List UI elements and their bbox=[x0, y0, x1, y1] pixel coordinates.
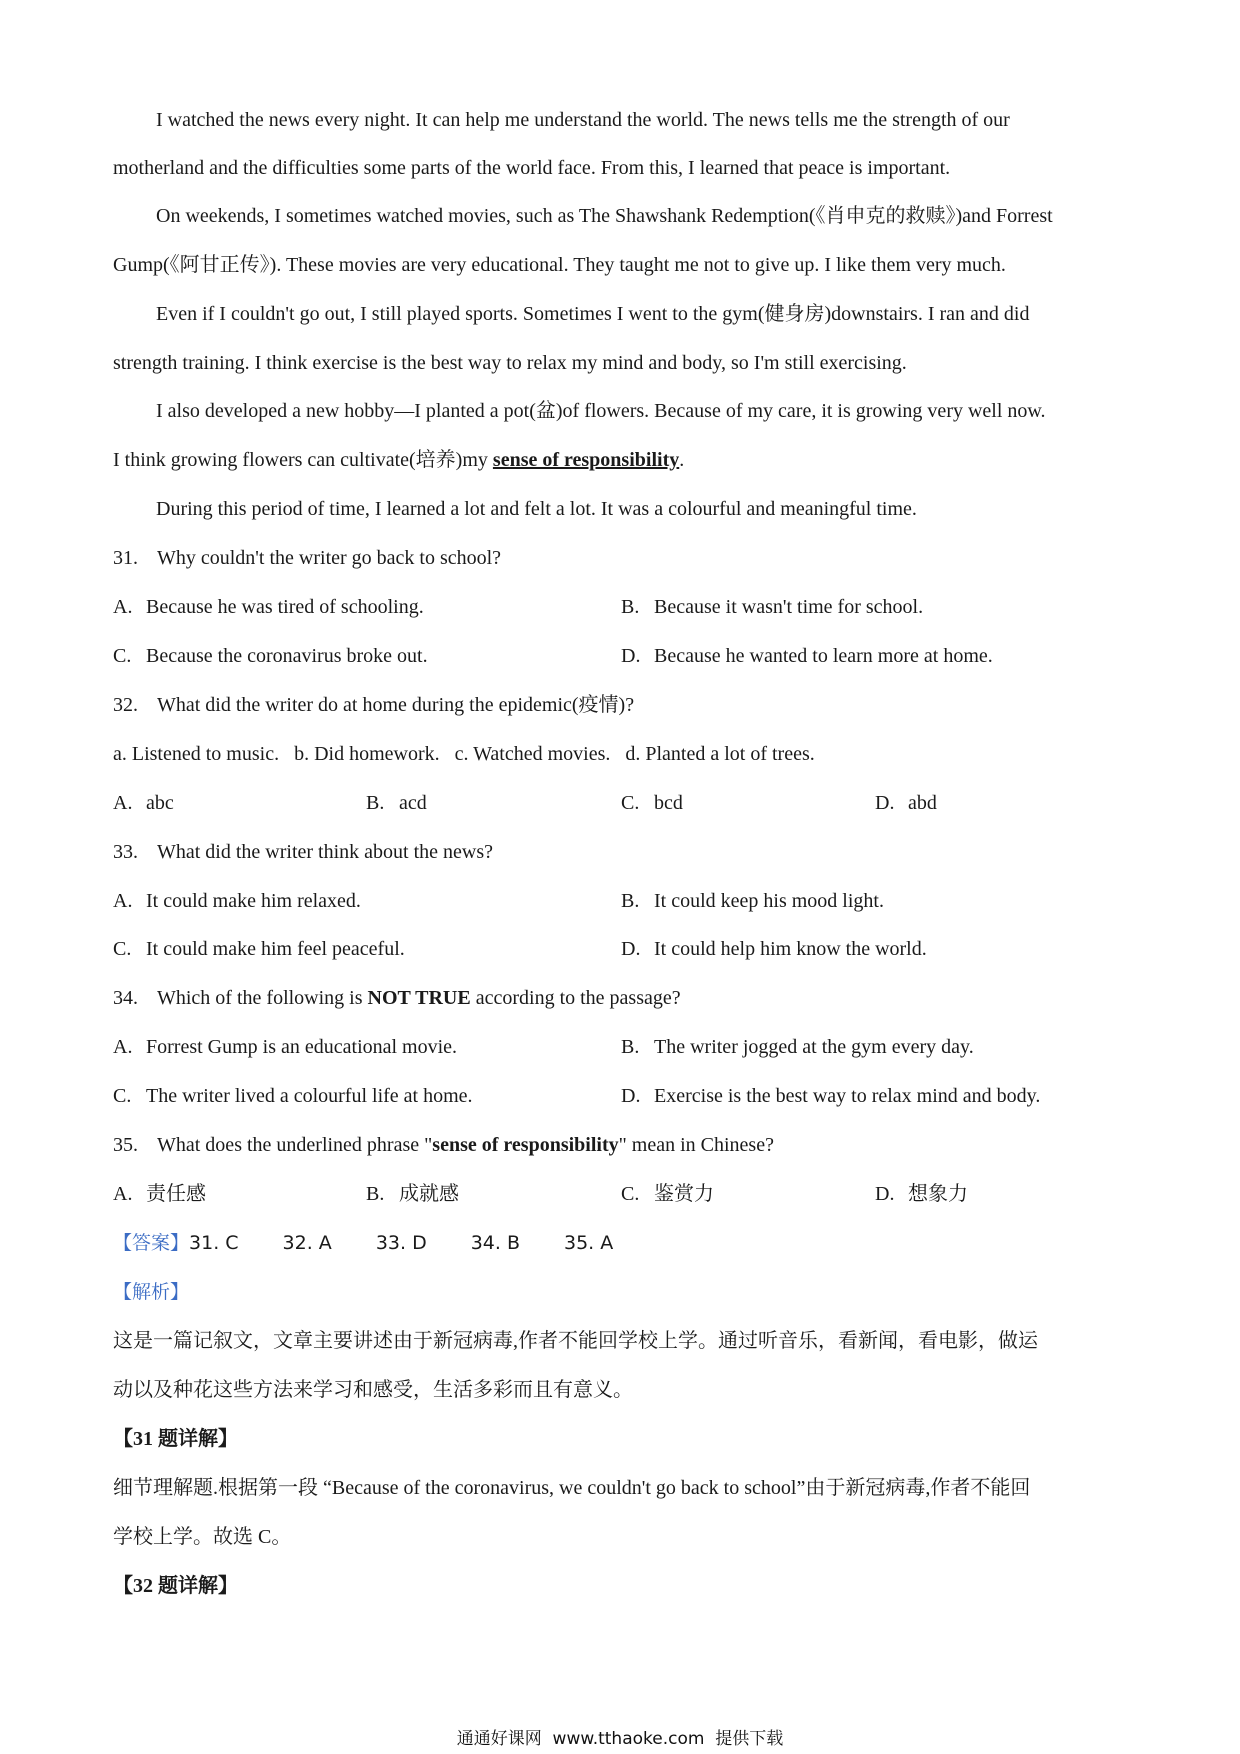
option-a[interactable] bbox=[113, 888, 361, 914]
option-b[interactable] bbox=[621, 594, 923, 620]
answer-item: 32. A bbox=[282, 1232, 332, 1254]
question-number: 32. bbox=[113, 694, 138, 716]
option-a[interactable] bbox=[113, 594, 424, 620]
passage-line: On weekends, I sometimes watched movies, such as The Shawshank Redemption(《肖申克的救赎》)and Forrest bbox=[156, 205, 1053, 227]
option-text: It could help him know the world. bbox=[654, 938, 927, 960]
option-a[interactable] bbox=[113, 1181, 206, 1207]
option-letter: C. bbox=[113, 938, 132, 960]
analysis-line: 这是一篇记叙文，文章主要讲述由于新冠病毒,作者不能回学校上学。通过听音乐，看新闻，看电影，做运 bbox=[113, 1330, 1038, 1352]
passage-line bbox=[113, 447, 684, 473]
option-text: 想象力 bbox=[908, 1183, 968, 1205]
option-text: It could make him relaxed. bbox=[146, 890, 361, 912]
option-letter: A. bbox=[113, 792, 133, 814]
option-c[interactable] bbox=[113, 643, 428, 669]
passage-text: . bbox=[679, 449, 685, 471]
answer-item: 31. C bbox=[189, 1232, 239, 1254]
question-text: " mean in Chinese? bbox=[618, 1134, 774, 1156]
option-letter: B. bbox=[621, 1036, 640, 1058]
option-a[interactable] bbox=[113, 1034, 457, 1060]
q31-detail-label: 【31 题详解】 bbox=[113, 1428, 238, 1450]
option-text: 成就感 bbox=[399, 1183, 459, 1205]
footer-watermark: 通通好课网 www.tthaoke.com 提供下载 bbox=[456, 1729, 784, 1749]
passage-line: I also developed a new hobby—I planted a pot(盆)of flowers. Because of my care, it is growing very well now. bbox=[156, 400, 1046, 422]
option-letter: A. bbox=[113, 596, 133, 618]
option-letter: C. bbox=[621, 792, 640, 814]
option-d[interactable] bbox=[621, 1083, 1040, 1109]
option-b[interactable] bbox=[366, 1181, 459, 1207]
option-c[interactable] bbox=[113, 1083, 473, 1109]
option-text: The writer jogged at the gym every day. bbox=[654, 1036, 974, 1058]
question-text: What did the writer do at home during the epidemic(疫情)? bbox=[157, 694, 635, 716]
option-b[interactable] bbox=[366, 790, 427, 816]
passage-line: I watched the news every night. It can help me understand the world. The news tells me the strength of our bbox=[156, 109, 1010, 131]
option-text: bcd bbox=[654, 792, 683, 814]
option-c[interactable] bbox=[621, 1181, 714, 1207]
option-text: Because the coronavirus broke out. bbox=[146, 645, 428, 667]
option-d[interactable] bbox=[875, 1181, 968, 1207]
question-35 bbox=[113, 1132, 774, 1158]
option-d[interactable] bbox=[621, 936, 927, 962]
question-text: according to the passage? bbox=[470, 987, 681, 1009]
question-33 bbox=[113, 839, 493, 865]
option-letter: A. bbox=[113, 1036, 133, 1058]
option-text: Exercise is the best way to relax mind and body. bbox=[654, 1085, 1041, 1107]
option-text: Because it wasn't time for school. bbox=[654, 596, 924, 618]
option-text: The writer lived a colourful life at home. bbox=[146, 1085, 473, 1107]
option-d[interactable] bbox=[621, 643, 993, 669]
option-letter: D. bbox=[621, 938, 641, 960]
option-letter: A. bbox=[113, 1183, 133, 1205]
analysis-line: 学校上学。故选 C。 bbox=[113, 1526, 292, 1548]
option-text: 鉴赏力 bbox=[654, 1183, 714, 1205]
option-letter: A. bbox=[113, 890, 133, 912]
option-d[interactable] bbox=[875, 790, 937, 816]
option-letter: C. bbox=[113, 1085, 132, 1107]
passage-line: Even if I couldn't go out, I still played sports. Sometimes I went to the gym(健身房)downstairs. I ran and did bbox=[156, 303, 1030, 325]
option-letter: B. bbox=[621, 890, 640, 912]
option-text: It could make him feel peaceful. bbox=[146, 938, 405, 960]
option-a[interactable] bbox=[113, 790, 174, 816]
answer-item: 34. B bbox=[470, 1232, 520, 1254]
question-31 bbox=[113, 545, 501, 571]
passage-line: During this period of time, I learned a lot and felt a lot. It was a colourful and meaningful time. bbox=[156, 498, 917, 520]
question-number: 31. bbox=[113, 547, 138, 569]
option-c[interactable] bbox=[113, 936, 405, 962]
option-letter: B. bbox=[366, 1183, 385, 1205]
question-emphasis: sense of responsibility bbox=[432, 1134, 619, 1156]
option-letter: D. bbox=[875, 792, 895, 814]
option-letter: B. bbox=[366, 792, 385, 814]
option-letter: C. bbox=[113, 645, 132, 667]
answer-item: 35. A bbox=[564, 1232, 614, 1254]
option-text: 责任感 bbox=[146, 1183, 206, 1205]
option-text: Because he was tired of schooling. bbox=[146, 596, 424, 618]
option-text: abd bbox=[908, 792, 937, 814]
answer-line bbox=[113, 1230, 657, 1256]
question-text: What does the underlined phrase " bbox=[157, 1134, 433, 1156]
question-32 bbox=[113, 692, 634, 718]
passage-text: I think growing flowers can cultivate(培养)my bbox=[113, 449, 493, 471]
question-text: What did the writer think about the news? bbox=[157, 841, 494, 863]
option-letter: D. bbox=[875, 1183, 895, 1205]
option-text: acd bbox=[399, 792, 427, 814]
option-b[interactable] bbox=[621, 1034, 974, 1060]
question-number: 33. bbox=[113, 841, 138, 863]
option-c[interactable] bbox=[621, 790, 683, 816]
question-number: 35. bbox=[113, 1134, 138, 1156]
option-letter: B. bbox=[621, 596, 640, 618]
option-text: Because he wanted to learn more at home. bbox=[654, 645, 993, 667]
passage-line: motherland and the difficulties some parts of the world face. From this, I learned that peace is important. bbox=[113, 157, 951, 179]
question-text: Why couldn't the writer go back to school? bbox=[157, 547, 502, 569]
question-text: Which of the following is bbox=[157, 987, 368, 1009]
q32-detail-label: 【32 题详解】 bbox=[113, 1575, 238, 1597]
option-letter: D. bbox=[621, 645, 641, 667]
analysis-line: 动以及种花这些方法来学习和感受，生活多彩而且有意义。 bbox=[113, 1379, 633, 1401]
option-text: abc bbox=[146, 792, 174, 814]
option-letter: D. bbox=[621, 1085, 641, 1107]
passage-line: Gump(《阿甘正传》). These movies are very educational. They taught me not to give up. I like them very much. bbox=[113, 254, 1006, 276]
analysis-line: 细节理解题.根据第一段 “Because of the coronavirus, we couldn't go back to school”由于新冠病毒,作者不能回 bbox=[113, 1477, 1031, 1499]
option-b[interactable] bbox=[621, 888, 884, 914]
question-number: 34. bbox=[113, 987, 138, 1009]
analysis-label: 【解析】 bbox=[113, 1281, 190, 1303]
question-emphasis: NOT TRUE bbox=[367, 987, 471, 1009]
answer-label: 【答案】 bbox=[113, 1232, 190, 1254]
sub-items: a. Listened to music. b. Did homework. c. Watched movies. d. Planted a lot of trees. bbox=[113, 743, 815, 765]
underlined-phrase: sense of responsibility bbox=[492, 449, 680, 471]
option-letter: C. bbox=[621, 1183, 640, 1205]
question-34 bbox=[113, 985, 681, 1011]
answer-item: 33. D bbox=[375, 1232, 427, 1254]
passage-line: strength training. I think exercise is the best way to relax my mind and body, so I'm still exercising. bbox=[113, 352, 907, 374]
option-text: Forrest Gump is an educational movie. bbox=[146, 1036, 458, 1058]
option-text: It could keep his mood light. bbox=[654, 890, 884, 912]
